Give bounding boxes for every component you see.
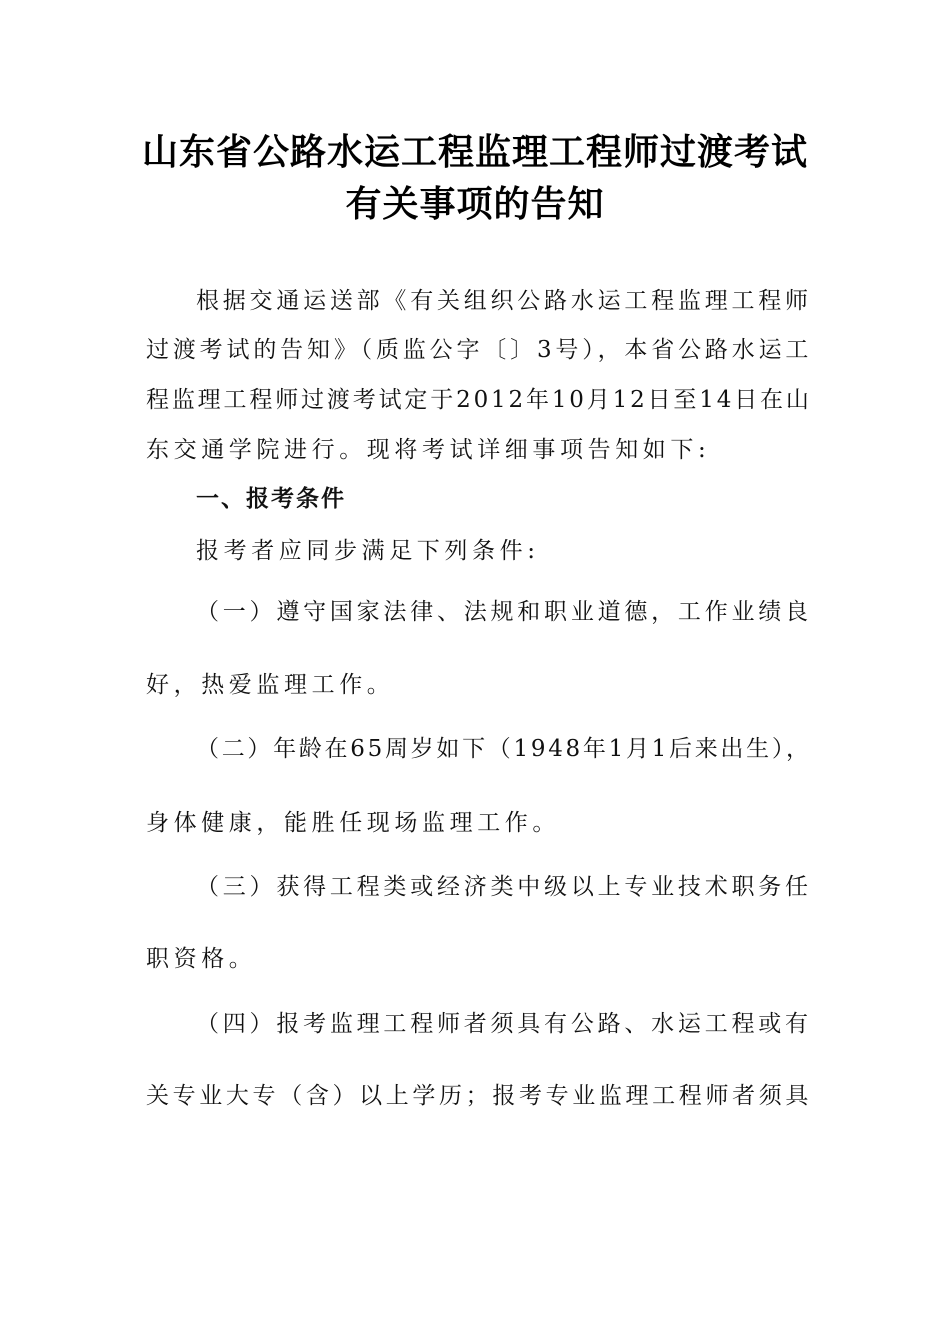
item-4-line-2: 关专业大专（含）以上学历；报考专业监理工程师者须具: [146, 1083, 812, 1109]
item-2-line-1: （二）年龄在65周岁如下（1948年1月1后来出生），: [196, 736, 812, 762]
item-4-line-1: （四）报考监理工程师者须具有公路、水运工程或有: [196, 1011, 812, 1037]
intro-line-4: 东交通学院进行。现将考试详细事项告知如下:: [146, 437, 711, 463]
intro-line-2: 过渡考试的告知》（质监公字〔〕3号），本省公路水运工: [146, 337, 813, 363]
item-1-line-2: 好，热爱监理工作。: [146, 672, 395, 698]
intro-line-1: 根据交通运送部《有关组织公路水运工程监理工程师: [196, 288, 812, 314]
document-title-line-1: 山东省公路水运工程监理工程师过渡考试: [141, 132, 808, 173]
item-1-line-1: （一）遵守国家法律、法规和职业道德，工作业绩良: [196, 599, 812, 625]
item-3-line-2: 职资格。: [146, 946, 257, 972]
section-lead: 报考者应同步满足下列条件:: [196, 538, 540, 564]
document-title-line-2: 有关事项的告知: [345, 184, 605, 225]
item-2-line-2: 身体健康，能胜任现场监理工作。: [146, 810, 560, 836]
item-3-line-1: （三）获得工程类或经济类中级以上专业技术职务任: [196, 874, 812, 900]
intro-line-3: 程监理工程师过渡考试定于2012年10月12日至14日在山: [146, 387, 812, 413]
section-heading: 一、报考条件: [196, 486, 346, 512]
